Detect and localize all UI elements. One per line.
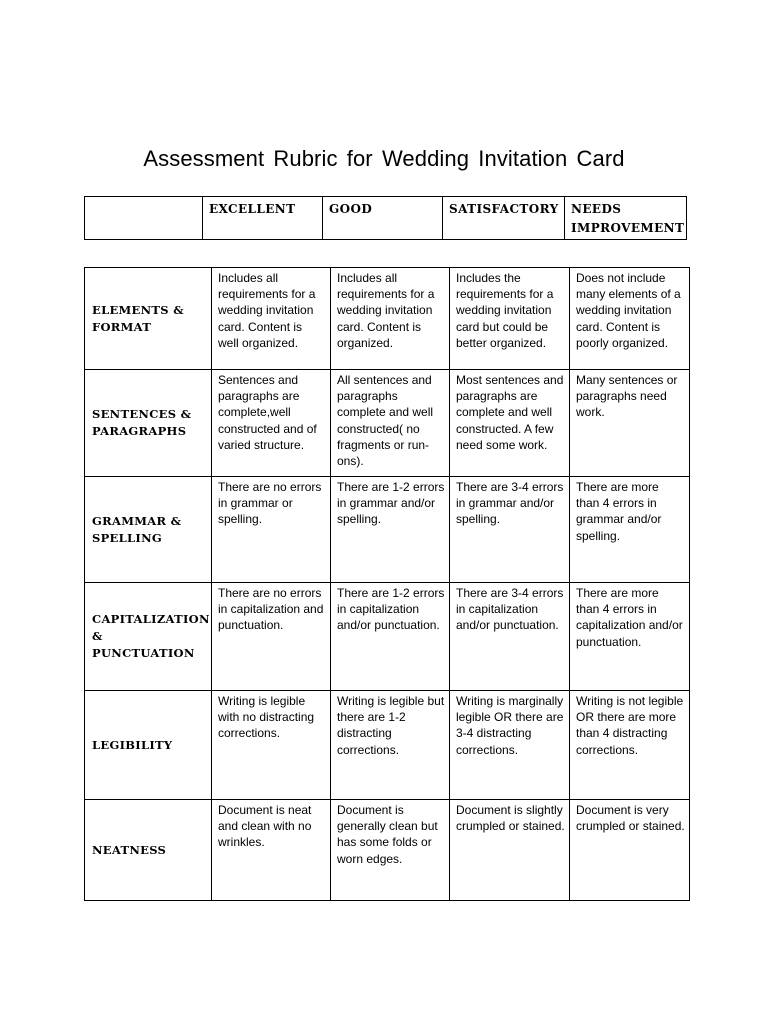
criterion-label: CAPITALIZATION & PUNCTUATION (85, 583, 212, 691)
rubric-cell: Document is very crumpled or stained. (570, 800, 690, 901)
rubric-row-grammar-spelling (85, 477, 690, 583)
rubric-row-legibility (85, 691, 690, 800)
rubric-row-neatness (85, 800, 690, 901)
level-header-good: GOOD (323, 197, 443, 240)
rubric-row-capitalization-punctuation (85, 583, 690, 691)
rubric-cell: There are more than 4 errors in grammar and/or spelling. (570, 477, 690, 583)
rubric-cell: Does not include many elements of a wedding invitation card. Content is poorly organized. (570, 268, 690, 370)
rubric-cell: There are more than 4 errors in capitalization and/or punctuation. (570, 583, 690, 691)
rubric-cell: Includes all requirements for a wedding invitation card. Content is well organized. (212, 268, 331, 370)
rubric-cell: Writing is legible but there are 1-2 distracting corrections. (331, 691, 450, 800)
rubric-cell: Writing is marginally legible OR there are 3-4 distracting corrections. (450, 691, 570, 800)
criterion-label: SENTENCES & PARAGRAPHS (85, 370, 212, 477)
rubric-cell: Many sentences or paragraphs need work. (570, 370, 690, 477)
rubric-row-sentences-paragraphs (85, 370, 690, 477)
rubric-cell: Most sentences and paragraphs are complete and well constructed. A few need some work. (450, 370, 570, 477)
rubric-cell: All sentences and paragraphs complete and well constructed( no fragments or run- ons). (331, 370, 450, 477)
rubric-cell: Writing is legible with no distracting corrections. (212, 691, 331, 800)
header-corner-cell (85, 197, 203, 240)
rubric-table (84, 267, 690, 901)
rubric-cell: There are no errors in capitalization and punctuation. (212, 583, 331, 691)
criterion-label: GRAMMAR & SPELLING (85, 477, 212, 583)
page-title: Assessment Rubric for Wedding Invitation Card (143, 146, 625, 171)
rubric-cell: Document is generally clean but has some folds or worn edges. (331, 800, 450, 901)
criterion-label: LEGIBILITY (85, 691, 212, 800)
criterion-label: NEATNESS (85, 800, 212, 901)
level-header-needs-improvement: NEEDS IMPROVEMENT (565, 197, 687, 240)
rubric-header-table (84, 196, 687, 240)
rubric-cell: There are 3-4 errors in capitalization and/or punctuation. (450, 583, 570, 691)
rubric-cell: Document is neat and clean with no wrinkles. (212, 800, 331, 901)
level-header-excellent: EXCELLENT (203, 197, 323, 240)
rubric-cell: There are no errors in grammar or spelling. (212, 477, 331, 583)
rubric-row-elements-format (85, 268, 690, 370)
rubric-cell: Includes the requirements for a wedding invitation card but could be better organized. (450, 268, 570, 370)
rubric-cell: There are 1-2 errors in capitalization and/or punctuation. (331, 583, 450, 691)
rubric-cell: Document is slightly crumpled or stained. (450, 800, 570, 901)
rubric-cell: Sentences and paragraphs are complete,well constructed and of varied structure. (212, 370, 331, 477)
level-header-satisfactory: SATISFACTORY (443, 197, 565, 240)
rubric-cell: There are 1-2 errors in grammar and/or spelling. (331, 477, 450, 583)
header-row (85, 197, 687, 240)
rubric-cell: Includes all requirements for a wedding invitation card. Content is organized. (331, 268, 450, 370)
rubric-cell: There are 3-4 errors in grammar and/or spelling. (450, 477, 570, 583)
rubric-cell: Writing is not legible OR there are more than 4 distracting corrections. (570, 691, 690, 800)
criterion-label: ELEMENTS & FORMAT (85, 268, 212, 370)
